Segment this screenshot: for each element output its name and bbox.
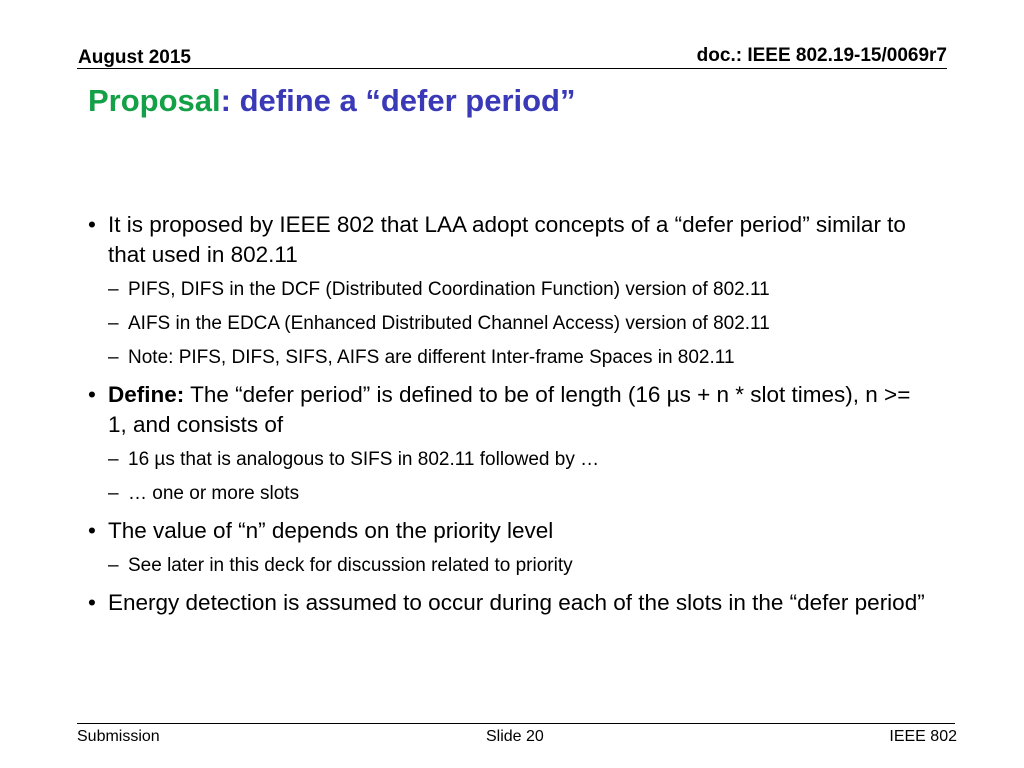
sub-bullet-marker: – (108, 313, 119, 334)
bullet-item (88, 210, 928, 270)
sub-bullet-text: … one or more slots (128, 483, 300, 504)
sub-bullet-marker: – (108, 555, 119, 576)
bullet-marker: • (88, 590, 96, 615)
title-rest: define a “defer period” (230, 83, 576, 118)
bullet-text: The value of “n” depends on the priority level (108, 518, 554, 543)
bullet-text: Energy detection is assumed to occur during each of the slots in the “defer period” (108, 590, 925, 615)
sub-bullet-item (88, 345, 928, 370)
header-doc-id: doc.: IEEE 802.19-15/0069r7 (696, 45, 947, 66)
sub-bullet-text: 16 µs that is analogous to SIFS in 802.11 followed by … (128, 449, 600, 470)
bullet-text: It is proposed by IEEE 802 that LAA adopt concepts of a “defer period” similar to that used in 802.11 (108, 212, 906, 267)
footer-slide-number: Slide 20 (486, 728, 544, 745)
sub-bullet-marker: – (108, 347, 119, 368)
bullet-item (88, 380, 928, 440)
sub-bullet-marker: – (108, 449, 119, 470)
sub-bullet-item (88, 481, 928, 506)
bullet-marker: • (88, 212, 96, 237)
footer-divider (77, 723, 955, 724)
bullet-text: The “defer period” is defined to be of length (16 µs + n * slot times), n >= 1, and consists of (108, 382, 911, 437)
slide-title (88, 82, 576, 120)
sub-bullet-item (88, 447, 928, 472)
sub-bullet-text: AIFS in the EDCA (Enhanced Distributed Channel Access) version of 802.11 (128, 313, 770, 334)
sub-bullet-text: Note: PIFS, DIFS, SIFS, AIFS are different Inter-frame Spaces in 802.11 (128, 347, 735, 368)
bullet-marker: • (88, 518, 96, 543)
sub-bullet-text: See later in this deck for discussion related to priority (128, 555, 573, 576)
header-date: August 2015 (78, 47, 191, 68)
sub-bullet-item (88, 311, 928, 336)
sub-bullet-text: PIFS, DIFS in the DCF (Distributed Coordination Function) version of 802.11 (128, 279, 770, 300)
sub-bullet-marker: – (108, 279, 119, 300)
sub-bullet-item (88, 553, 928, 578)
slide-body (88, 210, 928, 618)
header-divider (77, 68, 947, 69)
title-keyword: Proposal (88, 83, 221, 118)
bullet-bold-prefix: Define: (108, 382, 185, 407)
bullet-marker: • (88, 382, 96, 407)
footer-org: IEEE 802 (889, 728, 957, 745)
bullet-item (88, 588, 928, 618)
footer-submission: Submission (77, 728, 160, 745)
bullet-item (88, 516, 928, 546)
sub-bullet-marker: – (108, 483, 119, 504)
sub-bullet-item (88, 277, 928, 302)
title-separator: : (220, 83, 231, 118)
